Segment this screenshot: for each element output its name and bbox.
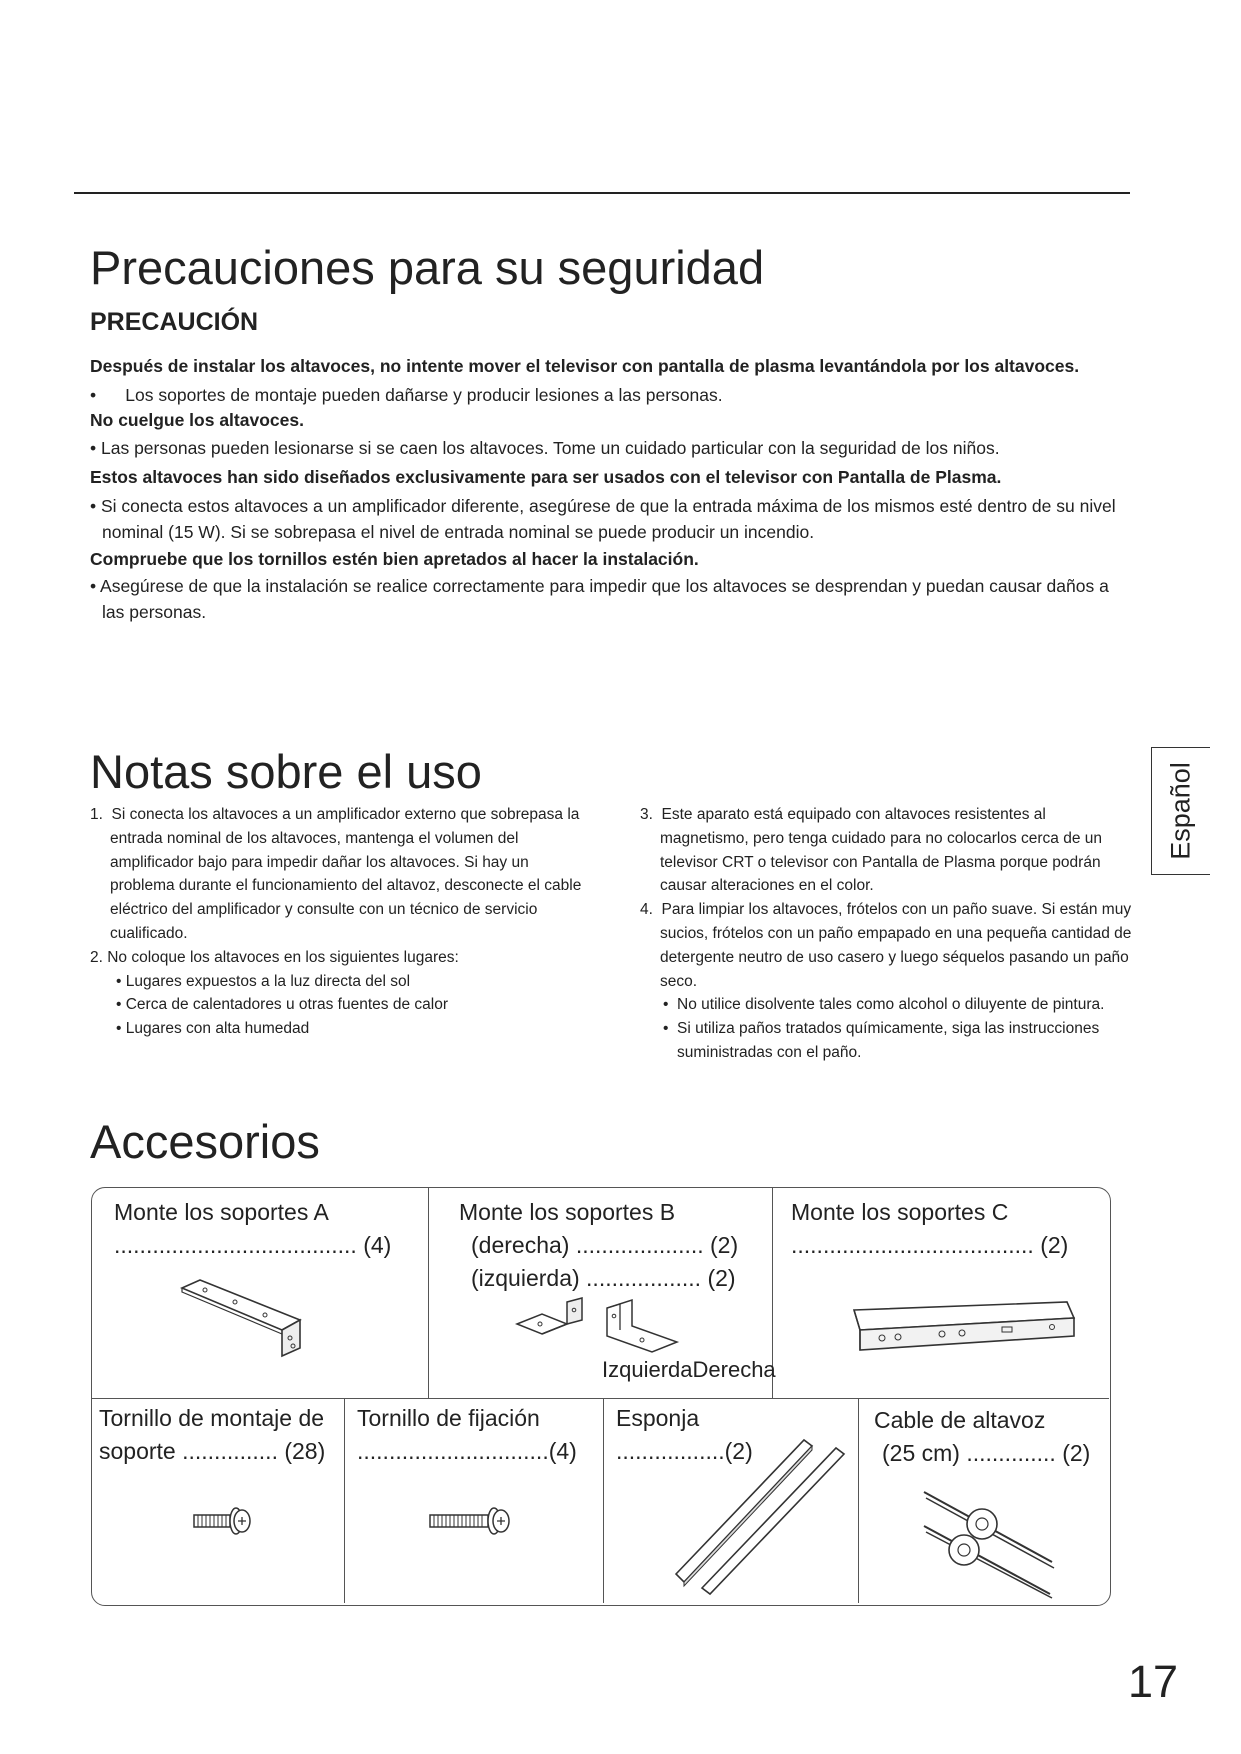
note-item-4-bullet: • Si utiliza paños tratados químicamente, siga las instrucciones suministradas con el paño.: [663, 1020, 1100, 1061]
table-divider: [603, 1398, 604, 1603]
note-item-2-bullet: • Lugares con alta humedad: [116, 1020, 310, 1038]
language-tab: [1151, 747, 1210, 875]
bracket-c-illustration: [852, 1300, 1078, 1358]
caution-bold-2: No cuelgue los altavoces.: [90, 410, 304, 430]
note-item-3: 3. Este aparato está equipado con altavoces resistentes al magnetismo, pero tenga cuidado para no colocarlos cerca de un televisor CRT o televisor con Pantalla de Plasma porque podrán causar alteraciones en el color.: [640, 806, 1103, 895]
accessory-cable: [874, 1404, 1104, 1470]
caution-bullet-2: • Las personas pueden lesionarse si se caen los altavoces. Tome un cuidado particular con la seguridad de los niños.: [90, 438, 1000, 458]
cable-name: Cable de altavoz: [874, 1407, 1046, 1433]
accessory-b-name: Monte los soportes B: [459, 1199, 676, 1225]
caution-bold-1: Después de instalar los altavoces, no intente mover el televisor con pantalla de plasma levantándola por los altavoces.: [90, 356, 1080, 376]
screw-mount-illustration: [192, 1506, 254, 1536]
accessory-b-left-qty: (izquierda) .................. (2): [471, 1265, 736, 1291]
table-divider: [428, 1188, 429, 1398]
screw-fix-illustration: [428, 1506, 514, 1536]
speaker-cable-illustration: [922, 1486, 1058, 1598]
notes-column-left: [90, 803, 590, 1041]
accessory-c-qty: ...................................... (2): [791, 1232, 1069, 1258]
screw-mount-qty: soporte ............... (28): [99, 1438, 326, 1464]
screw-fix-qty: ..............................(4): [357, 1438, 577, 1464]
bracket-b-illustration: [512, 1296, 677, 1356]
accessory-b-caption: IzquierdaDerecha: [602, 1357, 776, 1382]
accessory-b-right-qty: (derecha) .................... (2): [471, 1232, 739, 1258]
accessory-screw-mount: [99, 1402, 344, 1468]
caution-bold-4: Compruebe que los tornillos estén bien apretados al hacer la instalación.: [90, 549, 699, 569]
caution-heading: PRECAUCIÓN: [90, 308, 259, 336]
table-divider: [92, 1398, 1109, 1399]
note-item-2-bullet: • Cerca de calentadores u otras fuentes de calor: [116, 996, 448, 1014]
screw-mount-name: Tornillo de montaje de: [99, 1405, 325, 1431]
accessory-a-name: Monte los soportes A: [114, 1199, 329, 1225]
screw-fix-name: Tornillo de fijación: [357, 1405, 540, 1431]
bracket-a-illustration: [180, 1278, 310, 1358]
sponge-qty: .................(2): [616, 1438, 753, 1464]
caution-bullet-1: • Los soportes de montaje pueden dañarse y producir lesiones a las personas.: [90, 385, 723, 405]
caution-bold-3: Estos altavoces han sido diseñados exclusivamente para ser usados con el televisor con Pantalla de Plasma.: [90, 467, 1002, 487]
table-divider: [858, 1398, 859, 1603]
page-number: 17: [1128, 1656, 1179, 1707]
accessory-c: [791, 1196, 1101, 1262]
section-title-accesorios: Accesorios: [90, 1115, 320, 1168]
section-title-precauciones: Precauciones para su seguridad: [90, 241, 765, 294]
note-item-2: 2. No coloque los altavoces en los siguientes lugares:: [90, 948, 459, 966]
table-divider: [344, 1398, 345, 1603]
language-tab-label: Español: [1165, 762, 1196, 860]
note-item-4-bullet: • No utilice disolvente tales como alcohol o diluyente de pintura.: [663, 996, 1105, 1014]
note-item-4: 4. Para limpiar los altavoces, frótelos con un paño suave. Si están muy sucios, frótelos con un paño empapado en una pequeña cantidad de detergente neutro de uso casero y luego séquelos pasando un paño seco.: [640, 901, 1132, 990]
accessory-c-name: Monte los soportes C: [791, 1199, 1009, 1225]
cable-qty: (25 cm) .............. (2): [882, 1440, 1091, 1466]
accessory-a: [114, 1196, 424, 1262]
caution-bullet-3: • Si conecta estos altavoces a un amplificador diferente, asegúrese de que la entrada máxima de los mismos esté dentro de su nivel nominal (15 W). Si se sobrepasa el nivel de entrada nominal se puede producir un incendio.: [90, 496, 1116, 542]
caution-block: [90, 350, 1120, 625]
top-rule: [74, 192, 1130, 194]
sponge-illustration: [672, 1436, 848, 1596]
note-item-1: 1. Si conecta los altavoces a un amplificador externo que sobrepasa la entrada nominal de los altavoces, mantenga el volumen del amplificador bajo para impedir dañar los altavoces. Si hay un problema durante el funcionamiento del altavoz, desconecte el cable eléctrico del amplificador y consulte con un técnico de servicio cualificado.: [90, 806, 582, 942]
sponge-name: Esponja: [616, 1405, 700, 1431]
notes-column-right: [640, 803, 1135, 1065]
accessory-a-qty: ...................................... (4): [114, 1232, 392, 1258]
caution-bullet-4: • Asegúrese de que la instalación se realice correctamente para impedir que los altavoces se desprendan y puedan causar daños a las personas.: [90, 576, 1109, 622]
accessory-b: [459, 1196, 769, 1295]
note-item-2-bullet: • Lugares expuestos a la luz directa del sol: [116, 972, 411, 990]
section-title-notas: Notas sobre el uso: [90, 745, 482, 798]
accessory-screw-fix: [357, 1402, 602, 1468]
